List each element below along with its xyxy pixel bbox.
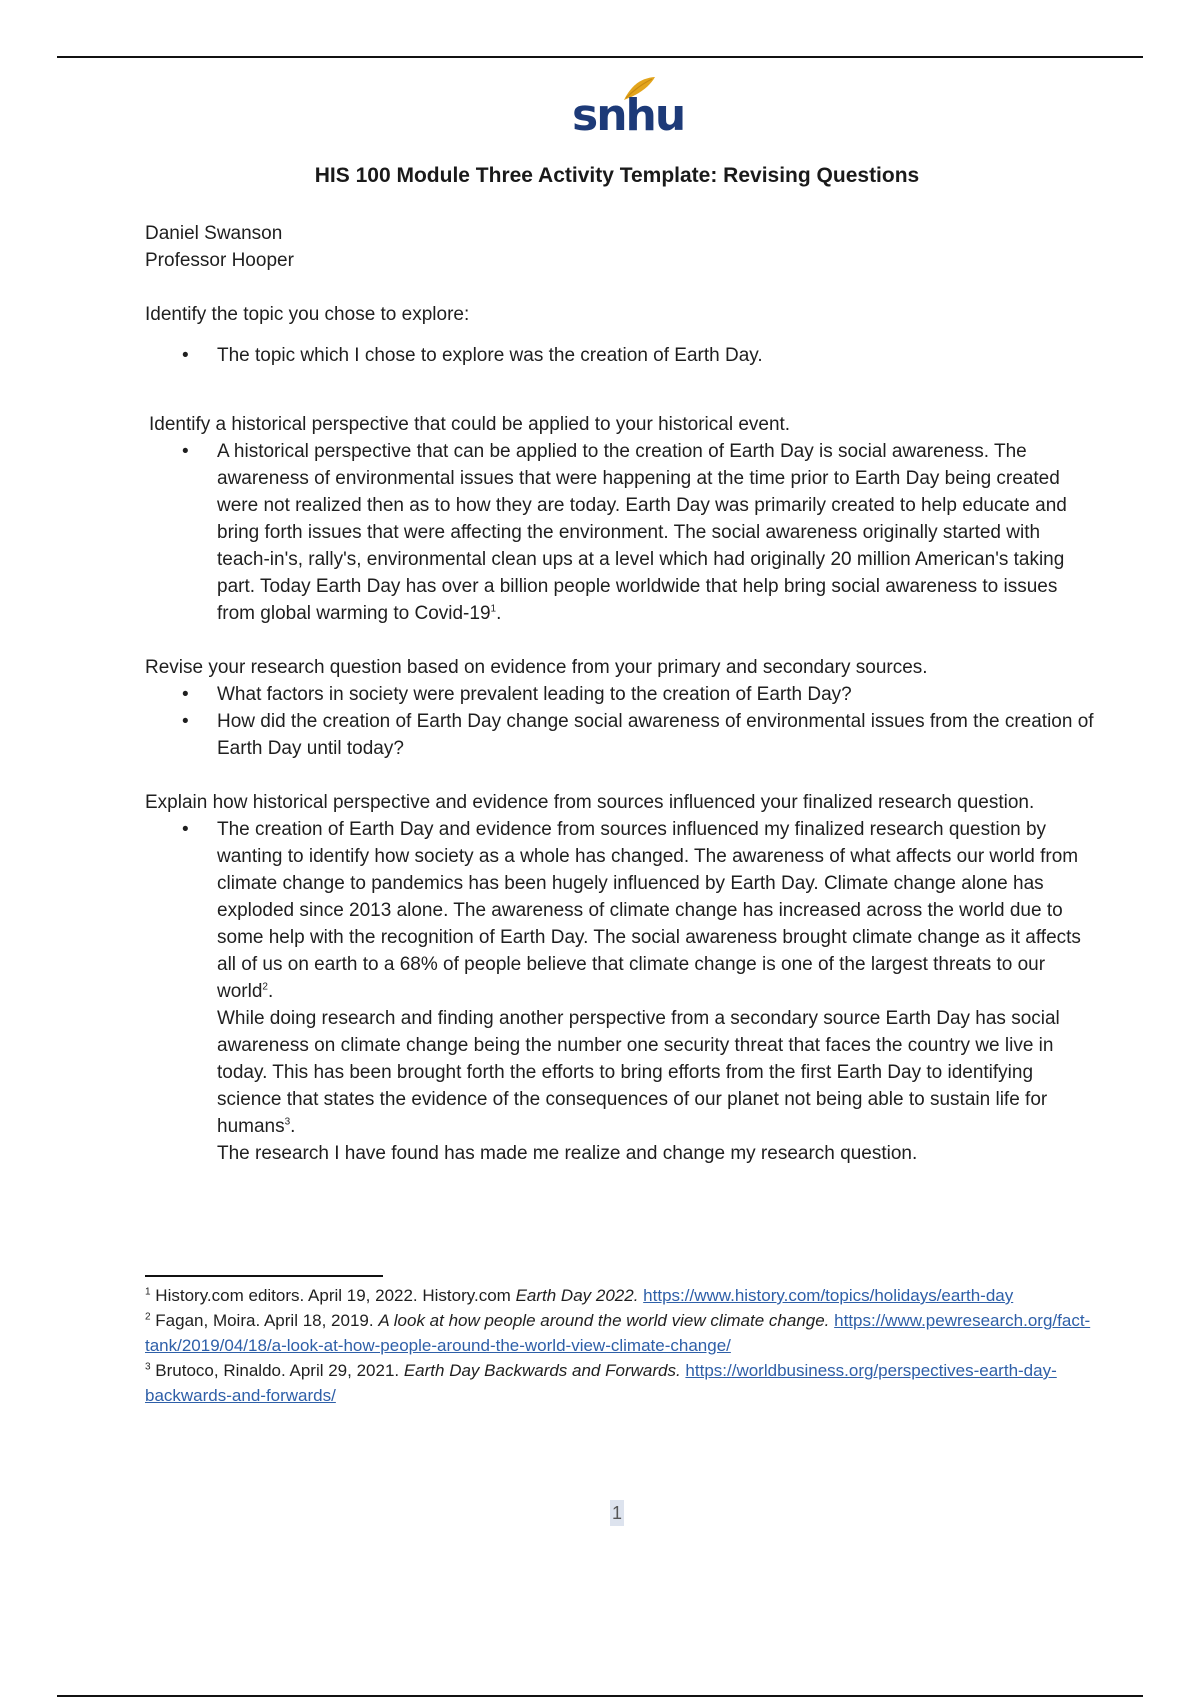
list-item (145, 681, 1095, 708)
footnote-citation: Fagan, Moira. April 18, 2019. (155, 1311, 379, 1330)
perspective-answer: A historical perspective that can be applied to the creation of Earth Day is social awareness. The awareness of environmental issues that were happening at the time prior to Earth Day being created were not realized then as to how they are today. Earth Day was primarily created to help educate and bring forth issues that were affecting the environment. The social awareness originally started with teach-in's, rally's, environmental clean ups at a level which had originally 20 million American's taking part. Today Earth Day has over a billion people worldwide that help bring social awareness to issues from global warming to Covid-19 (217, 441, 1067, 624)
bullet-icon: • (182, 441, 189, 462)
research-question-1: What factors in society were prevalent leading to the creation of Earth Day? (217, 684, 852, 705)
bullet-icon: • (182, 711, 189, 732)
footnote-number: 1 (145, 1286, 151, 1298)
footnote-title: Earth Day Backwards and Forwards. (403, 1361, 681, 1380)
topic-list (145, 342, 1095, 369)
footnote-ref[interactable]: 1 (490, 603, 497, 615)
footnote-title: Earth Day 2022. (515, 1286, 639, 1305)
explain-prompt: Explain how historical perspective and evidence from sources influenced your finalized research question. (145, 792, 1035, 813)
explain-para-1: The creation of Earth Day and evidence from sources influenced my finalized research question by wanting to identify how society as a whole has changed. The awareness of what affects our world from climate change to pandemics has been hugely influenced by Earth Day. Climate change alone has exploded since 2013 alone. The awareness of climate change has increased across the world due to some help with the recognition of Earth Day. The social awareness brought climate change as it affects all of us on earth to a 68% of people believe that climate change is one of the largest threats to our world (217, 819, 1081, 1002)
page-number: 1 (610, 1500, 624, 1526)
footnote-number: 2 (145, 1311, 151, 1323)
research-question-2: How did the creation of Earth Day change social awareness of environmental issues from the creation of Earth Day until today? (217, 711, 1094, 759)
top-rule (57, 56, 1143, 58)
snhu-logo (572, 76, 685, 141)
list-item (145, 708, 1095, 762)
footnote-title: A look at how people around the world view climate change. (378, 1311, 830, 1330)
footnote-3 (145, 1358, 1095, 1408)
explain-para-3: The research I have found has made me realize and change my research question. (217, 1143, 918, 1164)
bottom-rule (57, 1695, 1143, 1697)
footnote-2 (145, 1308, 1095, 1358)
logo-text: snhu (572, 90, 685, 141)
footnotes (145, 1283, 1095, 1408)
perspective-list (145, 438, 1095, 627)
bullet-icon: • (182, 345, 189, 366)
footnote-ref[interactable]: 3 (284, 1116, 291, 1128)
professor-name: Professor Hooper (145, 250, 294, 271)
bullet-icon: • (182, 684, 189, 705)
document-body (145, 220, 1095, 1167)
footnote-citation: History.com editors. April 19, 2022. History.com (155, 1286, 516, 1305)
revise-list (145, 681, 1095, 762)
perspective-prompt: Identify a historical perspective that could be applied to your historical event. (149, 414, 791, 435)
footnote-1 (145, 1283, 1095, 1308)
list-item: • A historical perspective that can be applied to the creation of Earth Day is social awareness. The awareness of environmental issues that were happening at the time prior to Earth Day being created were not realized then as to how they are today. Earth Day was primarily created to help educate and bring forth issues that were affecting the environment. The social awareness originally started with teach-in's, rally's, environmental clean ups at a level which had originally 20 million American's taking part. Today Earth Day has over a billion people worldwide that help bring social awareness to issues from global warming to Covid-$19^1$. (145, 438, 1095, 627)
footnote-separator (145, 1275, 383, 1277)
footnote-ref[interactable]: 2 (262, 981, 268, 993)
page-title: HIS 100 Module Three Activity Template: Revising Questions (314, 164, 920, 187)
list-item (145, 342, 1095, 369)
explain-para-2: While doing research and finding another perspective from a secondary source Earth Day has social awareness on climate change being the number one security threat that faces the country we live in today. This has been brought forth the efforts to bring efforts from the first Earth Day to identifying science that states the evidence of the consequences of our planet not being able to sustain life for humans (217, 1008, 1060, 1137)
explain-list (145, 816, 1095, 1167)
footnote-link[interactable]: https://worldbusiness.org/perspectives-earth-day-backwards-and-forwards/ (145, 1361, 1057, 1405)
footnote-citation: Brutoco, Rinaldo. April 29, 2021. (155, 1361, 404, 1380)
footnote-link[interactable]: https://www.history.com/topics/holidays/earth-day (643, 1286, 1014, 1305)
author-name: Daniel Swanson (145, 223, 283, 244)
footnote-link[interactable]: https://www.pewresearch.org/fact-tank/2019/04/18/a-look-at-how-people-around-the-world-view-climate-change/ (145, 1311, 1091, 1355)
footnote-number: 3 (145, 1361, 151, 1373)
bullet-icon: • (182, 819, 189, 840)
topic-prompt: Identify the topic you chose to explore: (145, 304, 470, 325)
revise-prompt: Revise your research question based on evidence from your primary and secondary sources. (145, 657, 928, 678)
list-item: • The creation of Earth Day and evidence from sources influenced my finalized research question by wanting to identify how society as a whole has changed. The awareness of what affects our world from climate change to pandemics has been hugely influenced by Earth Day. Climate change alone has exploded since 2013 alone. The awareness of climate change has increased across the world due to some help with the recognition of Earth Day. The social awareness brought climate change as it affects all of us on earth to a 68% of people believe that climate change is one of the largest threats to our world$^2$. While doing research and finding another perspective from a secondary source Earth Day has social awareness on climate change being the number one security threat that faces the country we live in today. This has been brought forth the efforts to bring efforts from the first Earth Day to identifying science that states the evidence of the consequences of our planet not being able to sustain life for humans$^3$. The research I have found has made me realize and change my research question. (145, 816, 1095, 1167)
topic-answer: The topic which I chose to explore was the creation of Earth Day. (217, 345, 763, 366)
